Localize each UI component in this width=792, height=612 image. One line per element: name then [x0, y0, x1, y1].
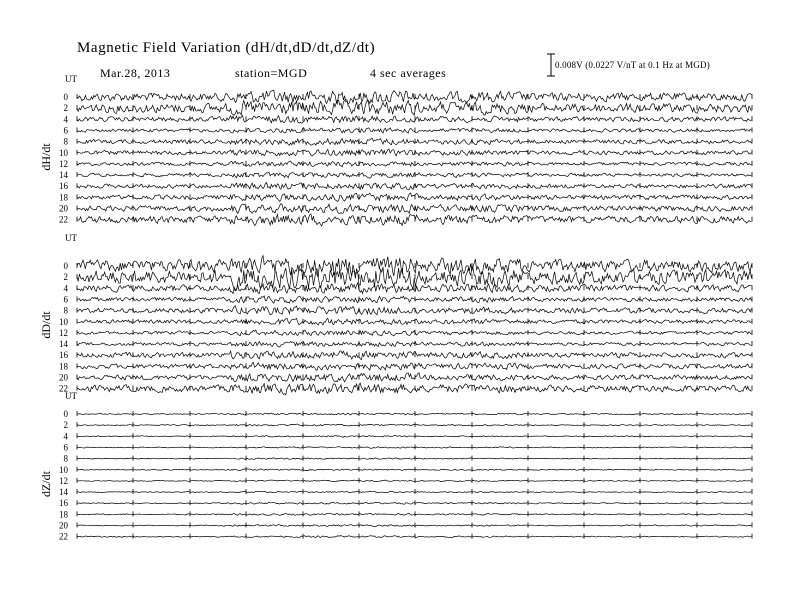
trace-label: 22	[59, 383, 68, 394]
trace-waveform	[77, 116, 751, 124]
trace-label: 8	[63, 136, 68, 147]
trace-waveform	[77, 413, 751, 415]
trace-waveform	[77, 138, 751, 145]
trace-label: 20	[59, 372, 68, 383]
trace-label: 22	[59, 214, 68, 225]
panel-dD-dt	[39, 233, 752, 395]
trace-waveform	[77, 296, 751, 303]
trace-label: 2	[63, 103, 68, 114]
date-label: Mar.28, 2013	[100, 66, 171, 80]
trace-waveform	[77, 283, 751, 294]
trace-label: 18	[59, 192, 68, 203]
trace-waveform	[77, 447, 751, 449]
trace-waveform	[77, 513, 751, 515]
trace-waveform	[77, 193, 751, 201]
trace-label: 20	[59, 520, 68, 531]
panel-ylabel: dZ/dt	[39, 471, 53, 497]
trace-waveform	[77, 161, 751, 167]
trace-label: 8	[63, 453, 68, 464]
trace-label: 16	[59, 350, 68, 361]
trace-waveform	[77, 480, 751, 482]
trace-waveform	[77, 318, 751, 325]
trace-waveform	[77, 172, 751, 178]
ut-label: UT	[65, 233, 77, 243]
panel-ylabel: dD/dt	[39, 311, 53, 339]
trace-label: 0	[63, 409, 68, 419]
trace-label: 10	[59, 147, 68, 158]
trace-waveform	[77, 90, 751, 104]
trace-waveform	[77, 383, 751, 395]
ut-label: UT	[65, 74, 77, 84]
trace-label: 14	[59, 339, 68, 350]
trace-waveform	[77, 491, 751, 493]
trace-waveform	[77, 341, 751, 347]
trace-label: 6	[63, 294, 68, 305]
trace-waveform	[77, 100, 751, 116]
trace-label: 12	[59, 475, 68, 486]
trace-waveform	[77, 373, 751, 382]
averaging-label: 4 sec averages	[370, 66, 447, 80]
trace-waveform	[77, 306, 751, 315]
trace-waveform	[77, 362, 751, 370]
trace-label: 18	[59, 361, 68, 372]
trace-waveform	[77, 183, 751, 190]
trace-waveform	[77, 351, 751, 360]
trace-label: 14	[59, 487, 68, 498]
trace-waveform	[77, 330, 751, 336]
ut-label: UT	[65, 391, 77, 401]
trace-waveform	[77, 469, 751, 471]
trace-label: 2	[63, 420, 68, 431]
trace-label: 12	[59, 327, 68, 338]
scale-bar	[547, 54, 555, 76]
trace-label: 2	[63, 272, 68, 283]
station-label: station=MGD	[235, 66, 308, 80]
trace-label: 4	[63, 283, 68, 294]
trace-waveform	[77, 458, 751, 460]
trace-label: 22	[59, 531, 68, 542]
trace-label: 12	[59, 158, 68, 169]
trace-label: 6	[63, 125, 68, 136]
trace-waveform	[77, 436, 751, 438]
scale-note: 0.008V (0.0227 V/nT at 0.1 Hz at MGD)	[555, 60, 710, 70]
trace-label: 16	[59, 498, 68, 509]
trace-waveform	[77, 502, 751, 504]
trace-label: 14	[59, 170, 68, 181]
trace-label: 10	[59, 464, 68, 475]
trace-waveform	[77, 424, 751, 426]
trace-waveform	[77, 128, 751, 133]
trace-label: 4	[63, 114, 68, 125]
panel-ylabel: dH/dt	[39, 143, 53, 171]
trace-label: 8	[63, 305, 68, 316]
trace-label: 4	[63, 431, 68, 442]
trace-label: 16	[59, 181, 68, 192]
trace-label: 10	[59, 316, 68, 327]
chart-title: Magnetic Field Variation (dH/dt,dD/dt,dZ/dt)	[77, 40, 376, 56]
trace-waveform	[77, 214, 751, 226]
trace-label: 18	[59, 509, 68, 520]
trace-label: 0	[63, 261, 68, 271]
trace-waveform	[77, 536, 751, 538]
panel-dH-dt	[39, 74, 752, 226]
trace-waveform	[77, 525, 751, 527]
trace-waveform	[77, 149, 751, 156]
trace-label: 20	[59, 203, 68, 214]
trace-label: 0	[63, 92, 68, 102]
trace-label: 6	[63, 442, 68, 453]
panel-dZ-dt	[39, 391, 752, 542]
trace-waveform	[77, 204, 751, 214]
